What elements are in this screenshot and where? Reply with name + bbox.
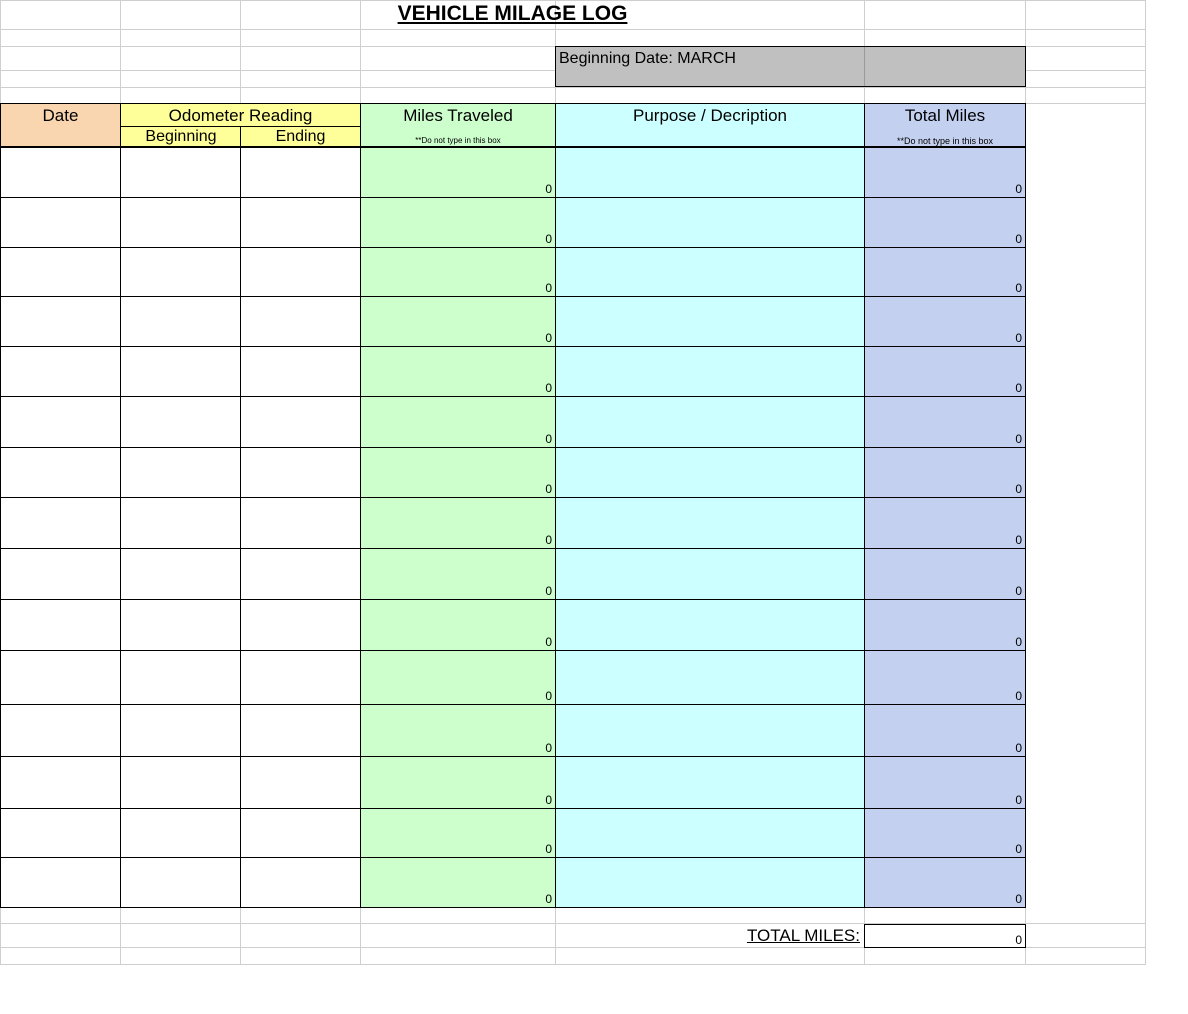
- miles-traveled-cell: [360, 247, 556, 297]
- miles-traveled-cell-value: 0: [545, 584, 552, 598]
- miles-traveled-cell-value: 0: [545, 793, 552, 807]
- miles-traveled-cell-value: 0: [545, 741, 552, 755]
- miles-traveled-cell-value: 0: [545, 533, 552, 547]
- odometer-end-cell[interactable]: [240, 808, 361, 858]
- gridline-h: [0, 87, 1146, 88]
- odometer-end-cell[interactable]: [240, 756, 361, 809]
- miles-traveled-cell-value: 0: [545, 331, 552, 345]
- miles-traveled-cell-value: 0: [545, 482, 552, 496]
- total-miles-cell: [864, 396, 1026, 448]
- total-miles-cell-value: 0: [1015, 892, 1022, 906]
- odometer-end-cell[interactable]: [240, 247, 361, 297]
- total-miles-cell-value: 0: [1015, 432, 1022, 446]
- odometer-end-cell[interactable]: [240, 296, 361, 347]
- total-miles-cell: [864, 704, 1026, 757]
- odometer-begin-cell[interactable]: [120, 346, 241, 397]
- total-miles-cell-value: 0: [1015, 635, 1022, 649]
- purpose-cell[interactable]: [555, 808, 865, 858]
- total-miles-cell-value: 0: [1015, 842, 1022, 856]
- total-miles-cell: [864, 857, 1026, 908]
- date-cell[interactable]: [0, 396, 121, 448]
- miles-traveled-cell: [360, 704, 556, 757]
- header-ending-label: Ending: [275, 128, 326, 145]
- odometer-begin-cell[interactable]: [120, 447, 241, 498]
- total-miles-cell: [864, 447, 1026, 498]
- purpose-cell[interactable]: [555, 296, 865, 347]
- gridline-h: [0, 964, 1146, 965]
- odometer-end-cell[interactable]: [240, 346, 361, 397]
- miles-traveled-cell-value: 0: [545, 281, 552, 295]
- header-date: [0, 103, 121, 147]
- date-cell[interactable]: [0, 857, 121, 908]
- total-miles-box: [864, 924, 1026, 948]
- date-cell[interactable]: [0, 147, 121, 198]
- header-miles-note: **Do not type in this box: [415, 136, 501, 145]
- total-miles-cell-value: 0: [1015, 741, 1022, 755]
- odometer-begin-cell[interactable]: [120, 247, 241, 297]
- date-cell[interactable]: [0, 197, 121, 248]
- miles-traveled-cell: [360, 808, 556, 858]
- total-miles-cell-value: 0: [1015, 584, 1022, 598]
- odometer-end-cell[interactable]: [240, 548, 361, 600]
- odometer-begin-cell[interactable]: [120, 497, 241, 549]
- gridline-h: [0, 29, 1146, 30]
- odometer-end-cell[interactable]: [240, 857, 361, 908]
- date-cell[interactable]: [0, 447, 121, 498]
- odometer-begin-cell[interactable]: [120, 599, 241, 651]
- miles-traveled-cell: [360, 756, 556, 809]
- odometer-end-cell[interactable]: [240, 396, 361, 448]
- miles-traveled-cell-value: 0: [545, 182, 552, 196]
- miles-traveled-cell-value: 0: [545, 381, 552, 395]
- total-miles-cell: [864, 548, 1026, 600]
- beginning-date-box[interactable]: [555, 46, 1026, 87]
- date-cell[interactable]: [0, 599, 121, 651]
- purpose-cell[interactable]: [555, 497, 865, 549]
- miles-traveled-cell: [360, 857, 556, 908]
- odometer-begin-cell[interactable]: [120, 857, 241, 908]
- header-odometer-label: Odometer Reading: [168, 106, 313, 125]
- total-miles-value: 0: [1015, 933, 1022, 947]
- miles-traveled-cell: [360, 197, 556, 248]
- date-cell[interactable]: [0, 296, 121, 347]
- odometer-begin-cell[interactable]: [120, 650, 241, 705]
- odometer-end-cell[interactable]: [240, 704, 361, 757]
- total-miles-cell: [864, 147, 1026, 198]
- miles-traveled-cell: [360, 346, 556, 397]
- total-miles-cell: [864, 197, 1026, 248]
- date-cell[interactable]: [0, 650, 121, 705]
- total-miles-cell: [864, 296, 1026, 347]
- total-miles-cell: [864, 808, 1026, 858]
- purpose-cell[interactable]: [555, 857, 865, 908]
- odometer-end-cell[interactable]: [240, 197, 361, 248]
- odometer-begin-cell[interactable]: [120, 197, 241, 248]
- header-total-label: Total Miles: [904, 106, 986, 125]
- date-cell[interactable]: [0, 346, 121, 397]
- header-total: [864, 103, 1026, 147]
- miles-traveled-cell: [360, 497, 556, 549]
- total-miles-cell-value: 0: [1015, 533, 1022, 547]
- purpose-cell[interactable]: [555, 197, 865, 248]
- odometer-begin-cell[interactable]: [120, 704, 241, 757]
- purpose-cell[interactable]: [555, 396, 865, 448]
- miles-traveled-cell: [360, 396, 556, 448]
- purpose-cell[interactable]: [555, 650, 865, 705]
- total-miles-cell: [864, 756, 1026, 809]
- odometer-begin-cell[interactable]: [120, 147, 241, 198]
- miles-traveled-cell-value: 0: [545, 689, 552, 703]
- purpose-cell[interactable]: [555, 548, 865, 600]
- odometer-begin-cell[interactable]: [120, 808, 241, 858]
- total-miles-cell-value: 0: [1015, 182, 1022, 196]
- header-miles-label: Miles Traveled: [403, 106, 513, 125]
- odometer-end-cell[interactable]: [240, 497, 361, 549]
- date-cell[interactable]: [0, 704, 121, 757]
- date-cell[interactable]: [0, 497, 121, 549]
- miles-traveled-cell: [360, 599, 556, 651]
- miles-traveled-cell-value: 0: [545, 842, 552, 856]
- miles-traveled-cell: [360, 296, 556, 347]
- purpose-cell[interactable]: [555, 599, 865, 651]
- total-miles-cell-value: 0: [1015, 331, 1022, 345]
- header-miles: [360, 103, 556, 147]
- miles-traveled-cell: [360, 548, 556, 600]
- header-odometer: [120, 103, 361, 147]
- purpose-cell[interactable]: [555, 346, 865, 397]
- date-cell[interactable]: [0, 247, 121, 297]
- total-miles-cell-value: 0: [1015, 793, 1022, 807]
- odometer-begin-cell[interactable]: [120, 756, 241, 809]
- purpose-cell[interactable]: [555, 704, 865, 757]
- miles-traveled-cell: [360, 650, 556, 705]
- total-miles-cell: [864, 650, 1026, 705]
- odometer-end-cell[interactable]: [240, 599, 361, 651]
- miles-traveled-cell-value: 0: [545, 432, 552, 446]
- odometer-begin-cell[interactable]: [120, 396, 241, 448]
- total-miles-cell: [864, 599, 1026, 651]
- total-miles-cell-value: 0: [1015, 689, 1022, 703]
- miles-traveled-cell-value: 0: [545, 232, 552, 246]
- total-miles-cell-value: 0: [1015, 281, 1022, 295]
- total-miles-cell: [864, 346, 1026, 397]
- header-beginning-label: Beginning: [145, 128, 217, 145]
- odometer-end-cell[interactable]: [240, 447, 361, 498]
- miles-traveled-cell: [360, 447, 556, 498]
- date-cell[interactable]: [0, 756, 121, 809]
- date-cell[interactable]: [0, 808, 121, 858]
- header-purpose: [555, 103, 865, 147]
- odometer-begin-cell[interactable]: [120, 296, 241, 347]
- total-miles-cell-value: 0: [1015, 232, 1022, 246]
- header-purpose-label: Purpose / Decription: [632, 106, 788, 125]
- total-miles-cell-value: 0: [1015, 482, 1022, 496]
- total-miles-cell: [864, 247, 1026, 297]
- purpose-cell[interactable]: [555, 147, 865, 198]
- odometer-end-cell[interactable]: [240, 147, 361, 198]
- beginning-date-label: Beginning Date: MARCH: [559, 50, 736, 67]
- header-date-label: Date: [42, 106, 79, 125]
- date-cell[interactable]: [0, 548, 121, 600]
- odometer-begin-cell[interactable]: [120, 548, 241, 600]
- purpose-cell[interactable]: [555, 247, 865, 297]
- page-title: VEHICLE MILAGE LOG: [397, 2, 628, 25]
- purpose-cell[interactable]: [555, 447, 865, 498]
- miles-traveled-cell: [360, 147, 556, 198]
- purpose-cell[interactable]: [555, 756, 865, 809]
- header-total-note: **Do not type in this box: [896, 136, 994, 146]
- odometer-end-cell[interactable]: [240, 650, 361, 705]
- date-box-divider: [864, 47, 865, 86]
- total-miles-label: TOTAL MILES:: [746, 926, 860, 945]
- gridline-v: [1145, 0, 1146, 965]
- miles-traveled-cell-value: 0: [545, 892, 552, 906]
- miles-traveled-cell-value: 0: [545, 635, 552, 649]
- total-miles-cell: [864, 497, 1026, 549]
- total-miles-cell-value: 0: [1015, 381, 1022, 395]
